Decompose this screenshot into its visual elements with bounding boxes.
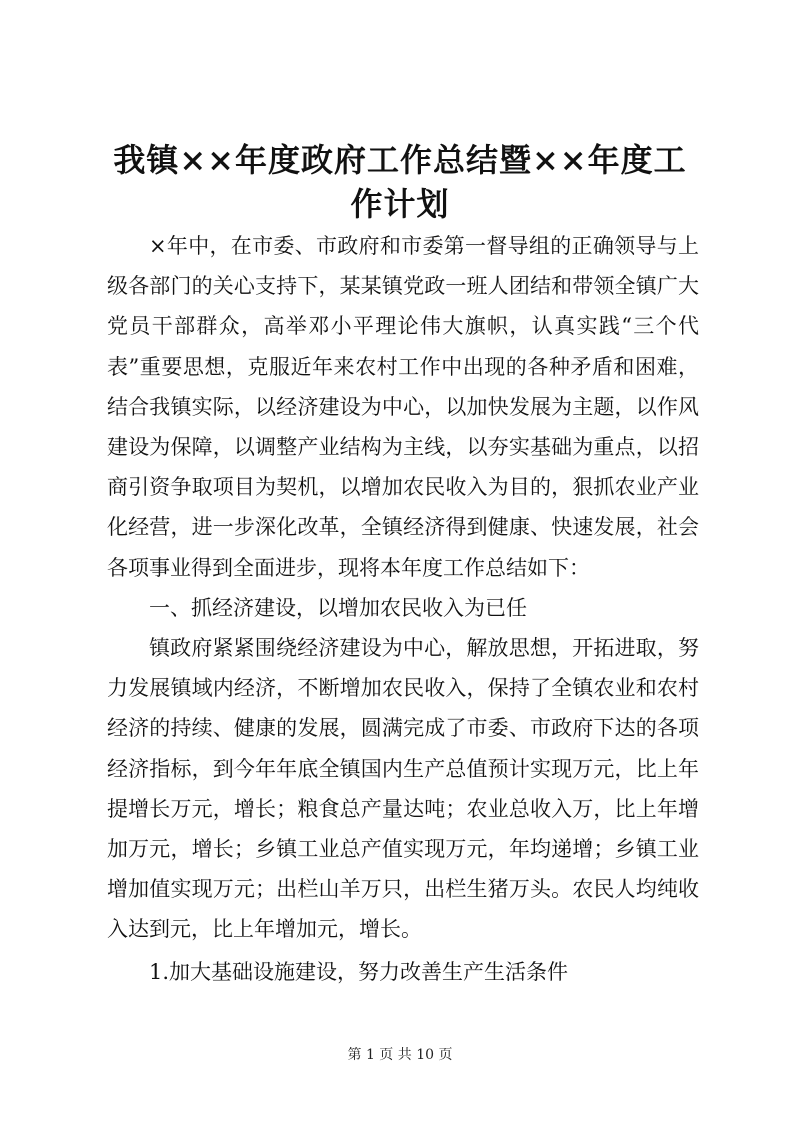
section-heading: 一、抓经济建设，以增加农民收入为已任 xyxy=(149,595,527,620)
document-body xyxy=(107,226,699,950)
section-paragraph: 镇政府紧紧围绕经济建设为中心，解放思想，开拓进取，努力发展镇域内经济，不断增加农民收入，保持了全镇农业和农村经济的持续、健康的发展，圆满完成了市委、市政府下达的各项经济指标，到今年年底全镇国内生产总值预计实现万元，比上年提增长万元，增长；粮食总产量达吨；农业总收入万，比上年增加万元，增长；乡镇工业总产值实现万元，年均递增；乡镇工业增加值实现万元；出栏山羊万只，出栏生猪万头。农民人均纯收入达到元，比上年增加元，增长。 xyxy=(107,636,699,942)
page-footer: 第 1 页 共 10 页 xyxy=(347,1047,453,1063)
intro-paragraph: ×年中，在市委、市政府和市委第一督导组的正确领导与上级各部门的关心支持下，某某镇党政一班人团结和带领全镇广大党员干部群众，高举邓小平理论伟大旗帜，认真实践“三个代表”重要思想，克服近年来农村工作中出现的各种矛盾和困难，结合我镇实际，以经济建设为中心，以加快发展为主题，以作风建设为保障，以调整产业结构为主线，以夯实基础为重点，以招商引资争取项目为契机，以增加农民收入为目的，狠抓农业产业化经营，进一步深化改革，全镇经济得到健康、快速发展，社会各项事业得到全面进步，现将本年度工作总结如下： xyxy=(107,234,699,580)
document-title: 我镇××年度政府工作总结暨××年度工作计划 xyxy=(113,141,687,223)
subsection-heading: 1.加大基础设施建设，努力改善生产生活条件 xyxy=(149,960,569,984)
